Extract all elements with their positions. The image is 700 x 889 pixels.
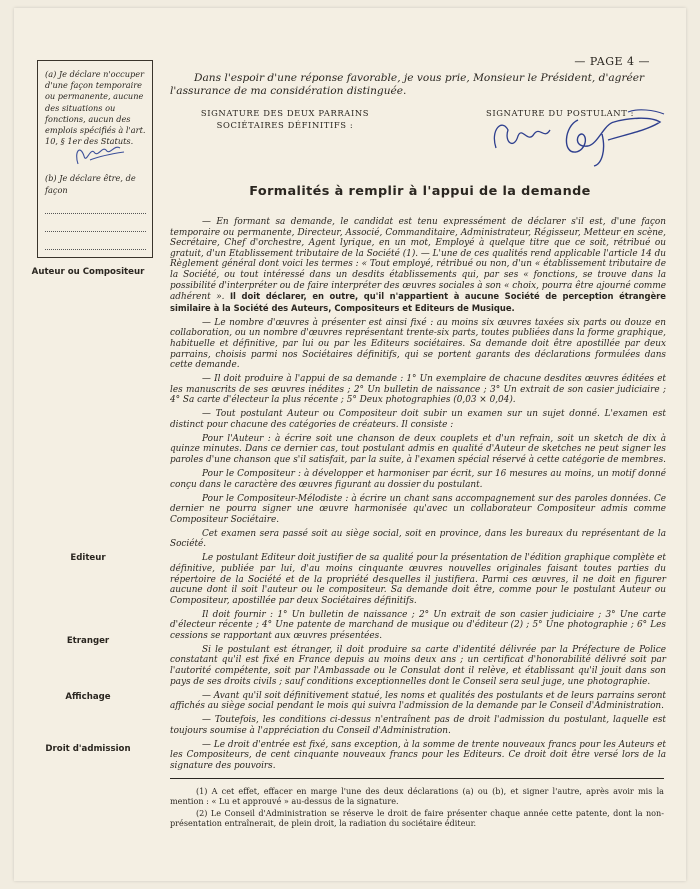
postulant-signature-label: SIGNATURE DU POSTULANT : [486, 108, 635, 118]
margin-signature [70, 138, 130, 168]
paragraph: — Toutefois, les conditions ci-dessus n'entraînent pas de droit l'admission du postulant, laquelle est toujours soumise à l'appréciation du Conseil d'Administration. [170, 715, 666, 736]
paragraph: — Le nombre d'œuvres à présenter est ainsi fixé : au moins six œuvres taxées six parts ou douze en collaboration, ou un nombre d'œuvres représentant trente-six parts, toutes publiées dans la forme graphique, habituelle et définitive, par lui ou par les Editeurs sociétaires. Sa demande doit être apostillée par deux parrains, choisis parmi nos Sociétaires définitifs, qui se portent garants des déclarations formulées dans cette demande. [170, 317, 666, 371]
declaration-a: (a) Je déclare n'occuper d'une façon temporaire ou permanente, aucune des situations ou fonctions, aucun des emplois spécifiés à l'art. 10, § 1er des Statuts. [45, 69, 146, 147]
paragraph: — Avant qu'il soit définitivement statué, les noms et qualités des postulants et de leurs parrains seront affichés au siège social pendant le mois qui suivra l'admission de la demande par le Conseil d'Administration. [170, 690, 666, 712]
section-title: Formalités à remplir à l'appui de la demande [249, 184, 591, 199]
parrains-signature-label: SIGNATURE DES DEUX PARRAINS SOCIÉTAIRES DÉFINITIFS : [200, 108, 370, 130]
page-number: — PAGE 4 — [574, 55, 650, 68]
dotted-line [45, 222, 146, 232]
paragraph: Pour l'Auteur : à écrire soit une chanson de deux couplets et d'un refrain, soit un sketch de dix à quinze minutes. Dans ce dernier cas, tout postulant admis en qualité d'Auteur de sketches ne peut signer les paroles d'une chanson que s'il satisfait, par la suite, à l'examen spécial réservé à cette catégorie de membres. [170, 433, 666, 466]
side-label-auteur: Auteur ou Compositeur [31, 267, 145, 277]
paragraph [170, 217, 666, 314]
closing-salutation: Dans l'espoir d'une réponse favorable, je vous prie, Monsieur le Président, d'agréer l'assurance de ma considération distinguée. [170, 72, 645, 97]
footnote-divider [170, 778, 664, 779]
dotted-line [45, 240, 146, 250]
footnote: (2) Le Conseil d'Administration se réserve le droit de faire présenter chaque année cette patente, dont la non-présentation entraînerait, de plein droit, la radiation du sociétaire éditeur. [170, 807, 664, 829]
paragraph-bold-text: Il doit déclarer, en outre, qu'il n'appartient à aucune Société de perception étrangère similaire à la Société des Auteurs, Compositeurs et Editeurs de Musique. [170, 291, 666, 313]
paragraph: Il doit fournir : 1° Un bulletin de naissance ; 2° Un extrait de son casier judiciaire ; 3° Une carte d'électeur récente ; 4° Une patente de marchand de musique ou d'éditeur (2) ; 5° Une photographie ; 6° Les cessions se rapportant aux œuvres présentées. [170, 609, 666, 641]
paragraph: Cet examen sera passé soit au siège social, soit en province, dans les bureaux du représentant de la Société. [170, 528, 666, 550]
footnotes [170, 786, 664, 830]
form-body [170, 217, 666, 775]
paragraph: Pour le Compositeur-Mélodiste : à écrire un chant sans accompagnement sur des paroles données. Ce dernier ne pourra signer une œuvre harmonisée qu'avec un collaborateur Compositeur admis comme Compositeur Sociétaire. [170, 493, 666, 525]
dotted-line [45, 204, 146, 214]
side-label-etranger: Etranger [66, 636, 110, 646]
paragraph: — Le droit d'entrée est fixé, sans exception, à la somme de trente nouveaux francs pour les Auteurs et les Compositeurs, de cent cinquante nouveaux francs pour les Editeurs. Ce droit doit être versé lors de la signature des pouvoirs. [170, 739, 666, 771]
handwritten-signatures [478, 100, 668, 170]
side-label-droit: Droit d'admission [45, 744, 131, 754]
paragraph-text: — En formant sa demande, le candidat est tenu expressément de déclarer s'il est, d'une façon temporaire ou permanente, Directeur, Associé, Commanditaire, Administrateur, Régisseur, Metteur en scène, Secrétaire, Chef d'orchestre, Agent lyrique, en un mot, Employé à quelque titre que ce soit, rétribué ou gratuit, d'un Etablissement tributaire de la Société (1). — L'une de ces qualités rend applicable l'article 14 du Règlement général dont voici les termes : « Tout employé, rétribué ou non, d'un « établissement tributaire de la Société, ou tout intéressé dans un desdits établissements qui, par ses « fonctions, se trouve dans la possibilité d'interpréter ou de faire interpréter des œuvres sociales à son « choix, pourra être ajourné comme adhérent ». [170, 217, 666, 303]
paragraph: Si le postulant est étranger, il doit produire sa carte d'identité délivrée par la Préfecture de Police constatant qu'il est fixé en France depuis au moins deux ans ; un certificat d'honorabilité délivré soit par l'autorité compétente, soit par l'Ambassade ou le Consulat dont il relève, et établissant qu'il jouit dans son pays de ses droits civils ; sauf conditions exceptionnelles dont le Conseil sera seul juge, une photographie. [170, 644, 666, 687]
paragraph: — Tout postulant Auteur ou Compositeur doit subir un examen sur un sujet donné. L'examen est distinct pour chacune des catégories de créateurs. Il consiste : [170, 409, 666, 430]
side-label-editeur: Editeur [70, 553, 106, 563]
paragraph: Pour le Compositeur : à développer et harmoniser par écrit, sur 16 mesures au moins, un motif donné conçu dans le caractère des œuvres figurant au dossier du postulant. [170, 469, 666, 490]
paragraph: Le postulant Editeur doit justifier de sa qualité pour la présentation de l'édition graphique complète et définitive, publiée par lui, d'au moins cinquante œuvres nouvelles originales faisant toutes parties du répertoire de la Société et de la propriété desquelles il justifiera. Parmi ces œuvres, il ne doit en figurer aucune dont il soit l'auteur ou le compositeur. Sa demande doit être, comme pour le postulant Auteur ou Compositeur, apostillée par deux Sociétaires définitifs. [170, 553, 666, 606]
declaration-b: (b) Je déclare être, de façon [45, 173, 136, 195]
paragraph: — Il doit produire à l'appui de sa demande : 1° Un exemplaire de chacune desdites œuvres éditées et les manuscrits de ses œuvres inédites ; 2° Un bulletin de naissance ; 3° Un extrait de son casier judiciaire ; 4° Sa carte d'électeur la plus récente ; 5° Deux photographies (0,03 × 0,04). [170, 374, 666, 406]
footnote: (1) A cet effet, effacer en marge l'une des deux déclarations (a) ou (b), et signer l'autre, après avoir mis la mention : « Lu et approuvé » au-dessus de la signature. [170, 786, 664, 807]
side-label-affichage: Affichage [65, 692, 111, 702]
